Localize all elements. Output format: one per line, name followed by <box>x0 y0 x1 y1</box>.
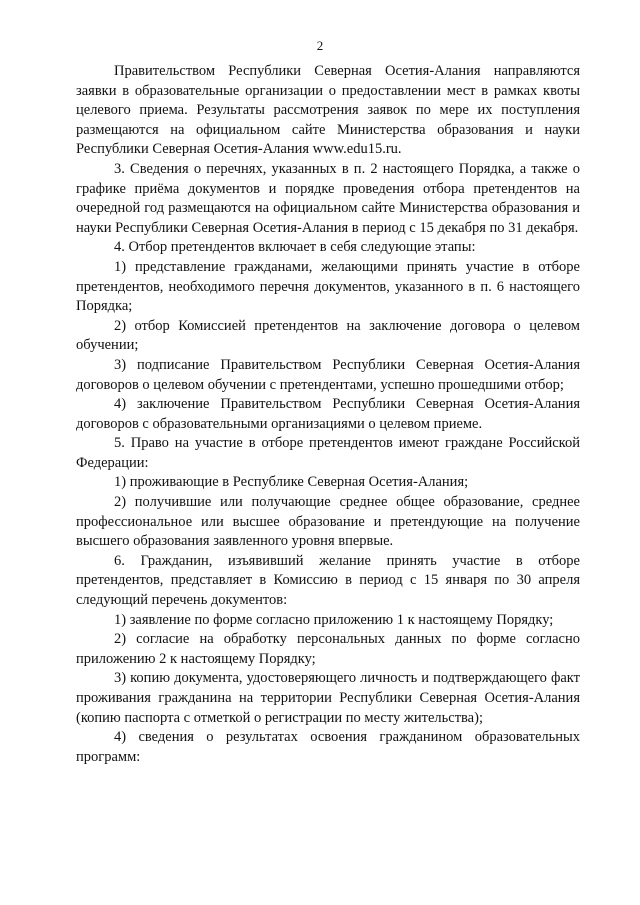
page-number: 2 <box>316 38 324 53</box>
list-item-stage-1: 1) представление гражданами, желающими принять участие в отборе претендентов, необходимого перечня документов, указанного в п. 6 настоящего Порядка; <box>76 258 580 315</box>
list-item-document-3: 3) копию документа, удостоверяющего личность и подтверждающего факт проживания гражданина на территории Республики Северная Осетия-Алания (копию паспорта с отметкой о регистрации по месту жительства); <box>76 670 580 726</box>
list-item-eligibility-2: 2) получившие или получающие среднее общее образование, среднее профессиональное или высшее образование и претендующие на получение высшего образования заявленного уровня впервые. <box>76 494 580 550</box>
list-item-document-4: 4) сведения о результатах освоения гражданином образовательных программ: <box>76 729 580 765</box>
list-item-document-2: 2) согласие на обработку персональных данных по форме согласно приложению 2 к настоящему Порядку; <box>76 631 580 667</box>
list-item-stage-3: 3) подписание Правительством Республики Северная Осетия-Алания договоров о целевом обучении с претендентами, успешно прошедшими отбор; <box>76 356 580 393</box>
list-item-eligibility-1: 1) проживающие в Республике Северная Осетия-Алания; <box>114 474 469 491</box>
list-item-document-1: 1) заявление по форме согласно приложению 1 к настоящему Порядку; <box>114 611 554 628</box>
document-body <box>76 62 580 767</box>
paragraph-6-documents: 6. Гражданин, изъявивший желание принять участие в отборе претендентов, представляет в Комиссию в период с 15 января по 30 апреля следующий перечень документов: <box>76 552 580 609</box>
list-item-stage-2: 2) отбор Комиссией претендентов на заключение договора о целевом обучении; <box>76 317 580 354</box>
paragraph-3-publication: 3. Сведения о перечнях, указанных в п. 2 настоящего Порядка, а также о графике приёма документов и порядке проведения отбора претендентов на очередной год размещаются на официальном сайте Министерства образования и науки Республики Северная Осетия-Алания в период с 15 декабря по 31 декабря. <box>76 160 580 236</box>
paragraph-4-stages: 4. Отбор претендентов включает в себя следующие этапы: <box>114 239 476 256</box>
paragraph-5-eligibility: 5. Право на участие в отборе претендентов имеют граждане Российской Федерации: <box>76 435 580 471</box>
paragraph-quota-requests: Правительством Республики Северная Осетия-Алания направляются заявки в образовательные организации о предоставлении мест в рамках квоты целевого приема. Результаты рассмотрения заявок по мере их поступления размещаются на официальном сайте Министерства образования и науки Республики Северная Осетия-Алания www.edu15.ru. <box>76 63 580 158</box>
list-item-stage-4: 4) заключение Правительством Республики Северная Осетия-Алания договоров с образовательными организациями о целевом приеме. <box>76 396 580 432</box>
